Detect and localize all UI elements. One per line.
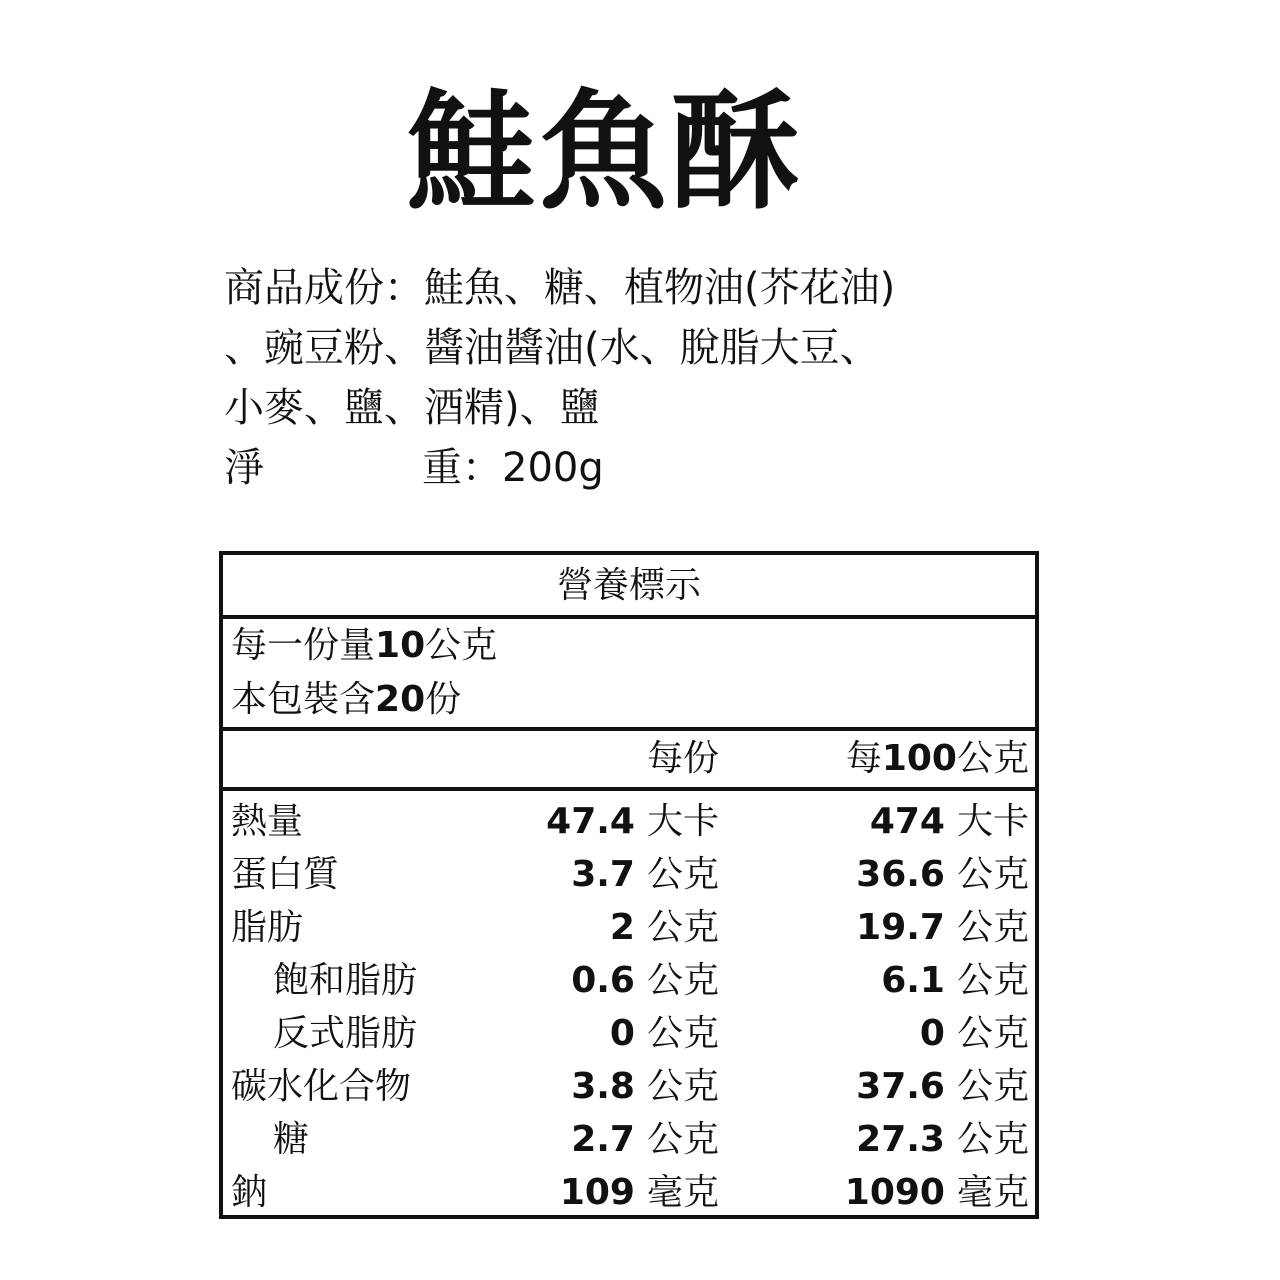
per-serving-value xyxy=(571,848,719,901)
col-unit: 公克 xyxy=(956,738,1029,779)
table-row xyxy=(223,1060,1035,1113)
value-unit: 公克 xyxy=(646,960,719,1001)
value-unit: 公克 xyxy=(956,960,1029,1001)
per-serving-value xyxy=(610,901,719,954)
table-row xyxy=(223,795,1035,848)
column-per-100g xyxy=(846,731,1029,787)
table-row xyxy=(223,1113,1035,1166)
servings-amount: 20 xyxy=(375,679,426,720)
net-weight-label-char: 淨 xyxy=(224,445,264,491)
value-unit: 公克 xyxy=(956,1119,1029,1160)
nutrient-name: 反式脂肪 xyxy=(273,1013,418,1054)
nutrient-name: 飽和脂肪 xyxy=(273,960,418,1001)
nutrient-rows xyxy=(223,791,1035,1219)
net-weight-label-char: 重 xyxy=(422,445,462,491)
per-serving-value xyxy=(546,795,719,848)
servings-per-pack xyxy=(231,673,1035,727)
value-number: 2 xyxy=(609,907,635,948)
value-unit: 公克 xyxy=(956,1066,1029,1107)
nutrient-name: 鈉 xyxy=(231,1172,268,1213)
col-amount: 100 xyxy=(881,738,957,779)
nutrition-heading: 營養標示 xyxy=(223,555,1035,619)
serving-size xyxy=(231,619,1035,673)
value-unit: 公克 xyxy=(646,854,719,895)
column-headers xyxy=(223,731,1035,791)
value-number: 19.7 xyxy=(856,907,945,948)
per-serving-value xyxy=(571,1113,719,1166)
value-number: 474 xyxy=(869,801,945,842)
per-100g-value xyxy=(856,901,1029,954)
ingredients-block xyxy=(224,258,1044,498)
net-weight-separator: ： xyxy=(462,445,502,491)
per-serving-value xyxy=(571,1060,719,1113)
nutrient-name: 蛋白質 xyxy=(231,854,340,895)
nutrient-name: 熱量 xyxy=(231,801,304,842)
table-row xyxy=(223,848,1035,901)
value-number: 6.1 xyxy=(881,960,945,1001)
nutrition-table xyxy=(219,551,1039,1219)
nutrient-name: 脂肪 xyxy=(231,907,304,948)
per-serving-value xyxy=(571,954,719,1007)
value-unit: 公克 xyxy=(646,907,719,948)
net-weight xyxy=(224,438,1044,498)
per-100g-value xyxy=(870,795,1029,848)
table-row xyxy=(223,1007,1035,1060)
nutrient-name: 碳水化合物 xyxy=(231,1066,412,1107)
serving-size-prefix: 每一份量 xyxy=(231,625,376,666)
value-number: 3.7 xyxy=(571,854,635,895)
per-100g-value xyxy=(920,1007,1029,1060)
serving-info xyxy=(223,619,1035,731)
value-number: 0.6 xyxy=(571,960,635,1001)
value-number: 27.3 xyxy=(856,1119,945,1160)
table-row xyxy=(223,901,1035,954)
value-unit: 毫克 xyxy=(646,1172,719,1213)
value-number: 37.6 xyxy=(856,1066,945,1107)
value-unit: 公克 xyxy=(646,1066,719,1107)
net-weight-label xyxy=(224,438,462,498)
per-100g-value xyxy=(845,1166,1029,1219)
serving-size-unit: 公克 xyxy=(425,625,498,666)
value-unit: 公克 xyxy=(646,1119,719,1160)
value-number: 36.6 xyxy=(856,854,945,895)
net-weight-value: 200g xyxy=(502,445,604,491)
value-number: 0 xyxy=(919,1013,945,1054)
value-unit: 大卡 xyxy=(646,801,719,842)
per-100g-value xyxy=(856,848,1029,901)
table-row xyxy=(223,954,1035,1007)
value-unit: 公克 xyxy=(646,1013,719,1054)
ingredients-line: 、豌豆粉、醬油醬油(水、脫脂大豆、 xyxy=(224,325,880,371)
per-serving-value xyxy=(560,1166,719,1219)
col-prefix: 每 xyxy=(845,738,882,779)
value-number: 2.7 xyxy=(571,1119,635,1160)
value-unit: 公克 xyxy=(956,854,1029,895)
ingredients-line: 小麥、鹽、酒精)、鹽 xyxy=(224,385,600,431)
value-number: 3.8 xyxy=(571,1066,635,1107)
per-serving-value xyxy=(610,1007,719,1060)
product-title: 鮭魚酥 xyxy=(406,78,803,227)
value-number: 109 xyxy=(559,1172,635,1213)
serving-size-amount: 10 xyxy=(375,625,426,666)
per-100g-value xyxy=(881,954,1029,1007)
value-number: 0 xyxy=(609,1013,635,1054)
nutrient-name: 糖 xyxy=(273,1119,310,1160)
value-number: 47.4 xyxy=(546,801,635,842)
ingredients-line: 商品成份：鮭魚、糖、植物油(芥花油) xyxy=(224,265,896,311)
per-100g-value xyxy=(856,1060,1029,1113)
value-unit: 毫克 xyxy=(956,1172,1029,1213)
value-unit: 公克 xyxy=(956,1013,1029,1054)
value-number: 1090 xyxy=(844,1172,945,1213)
table-row xyxy=(223,1166,1035,1219)
value-unit: 公克 xyxy=(956,907,1029,948)
per-100g-value xyxy=(856,1113,1029,1166)
value-unit: 大卡 xyxy=(956,801,1029,842)
column-per-serving: 每份 xyxy=(646,738,719,779)
servings-unit: 份 xyxy=(425,679,462,720)
servings-prefix: 本包裝含 xyxy=(231,679,376,720)
